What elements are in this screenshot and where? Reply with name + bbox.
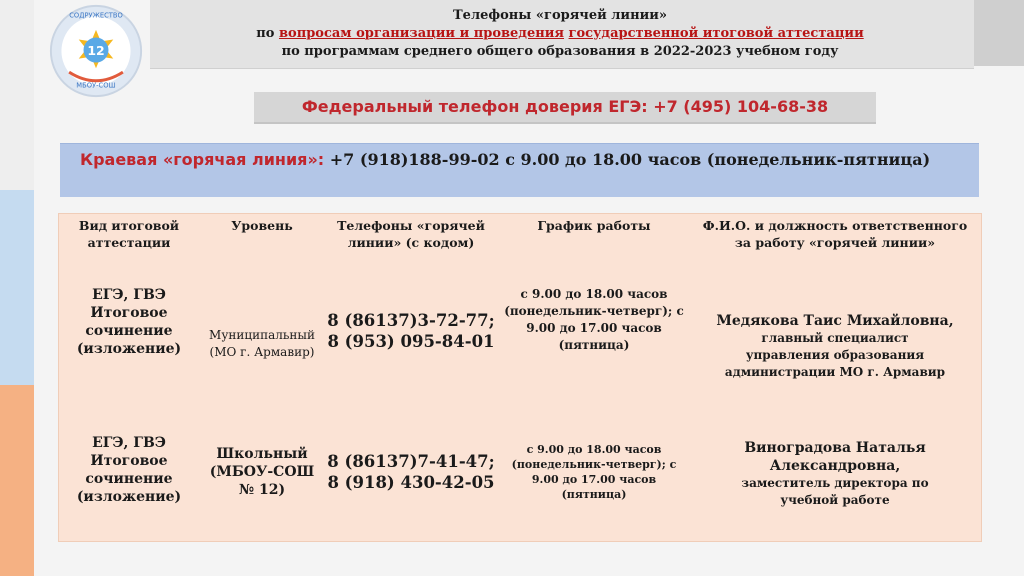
header-link-organization: вопросам организации и проведения: [278, 26, 565, 41]
column-header-level: Уровень: [231, 218, 293, 233]
row-1-responsible: [695, 312, 975, 381]
header-line-1: Телефоны «горячей линии»: [453, 8, 667, 23]
hotline-table: [58, 213, 982, 542]
left-strip-gray: [0, 0, 34, 190]
row-2-level: Школьный (МБОУ-СОШ № 12): [209, 446, 315, 498]
column-header-type: Вид итоговой аттестации: [78, 218, 180, 250]
row-1-level: Муниципальный (МО г. Армавир): [209, 328, 315, 359]
row-1-position: главный специалист управления образования администрации МО г. Армавир: [724, 331, 946, 379]
logo-number: 12: [87, 42, 105, 58]
row-1-phone-2: 8 (953) 095-84-01: [327, 332, 495, 351]
header-link-attestation: государственной итоговой аттестации: [568, 26, 864, 41]
row-2-responsible: [695, 439, 975, 509]
column-header-phones: Телефоны «горячей линии» (с кодом): [337, 218, 485, 250]
row-2-phones: [327, 451, 495, 493]
header-line-3: по программам среднего общего образования в 2022-2023 учебном году: [281, 44, 839, 59]
row-1-type: ЕГЭ, ГВЭ Итоговое сочинение (изложение): [76, 287, 182, 357]
row-2-position: заместитель директора по учебной работе: [741, 476, 929, 507]
regional-hotline-box: [60, 143, 979, 197]
row-1-schedule: с 9.00 до 18.00 часов (понедельник-четверг); с 9.00 до 17.00 часов (пятница): [504, 287, 684, 352]
left-strip-orange: [0, 385, 34, 576]
regional-hotline-value: +7 (918)188-99-02 с 9.00 до 18.00 часов (понедельник-пятница): [324, 150, 931, 169]
column-header-schedule: График работы: [537, 218, 651, 233]
row-2-type: ЕГЭ, ГВЭ Итоговое сочинение (изложение): [76, 435, 182, 505]
row-2-phone-2: 8 (918) 430-42-05: [327, 473, 495, 492]
row-1-phones: [327, 310, 495, 352]
row-1-name: Медякова Таис Михайловна,: [716, 313, 954, 329]
regional-hotline-label: Краевая «горячая линия»:: [80, 150, 325, 169]
header-line-2: [160, 25, 960, 43]
row-2-phone-1: 8 (86137)7-41-47;: [327, 452, 495, 471]
row-2-schedule: с 9.00 до 18.00 часов (понедельник-четверг); с 9.00 до 17.00 часов (пятница): [511, 443, 677, 501]
federal-hotline-bar: Федеральный телефон доверия ЕГЭ: +7 (495) 104-68-38: [254, 92, 876, 124]
logo-bottom-text: МБОУ-СОШ: [76, 81, 116, 90]
logo-ring-text: СОДРУЖЕСТВО: [69, 11, 123, 20]
column-header-responsible: Ф.И.О. и должность ответственного за работу «горячей линии»: [702, 218, 968, 250]
header-title: [160, 7, 960, 61]
row-1-phone-1: 8 (86137)3-72-77;: [327, 311, 495, 330]
row-2-name: Виноградова Наталья Александровна,: [744, 440, 926, 474]
left-strip-blue: [0, 190, 34, 385]
school-logo: [48, 3, 144, 99]
header-corner: [974, 0, 1024, 66]
header-line-2-prefix: по: [256, 26, 279, 41]
